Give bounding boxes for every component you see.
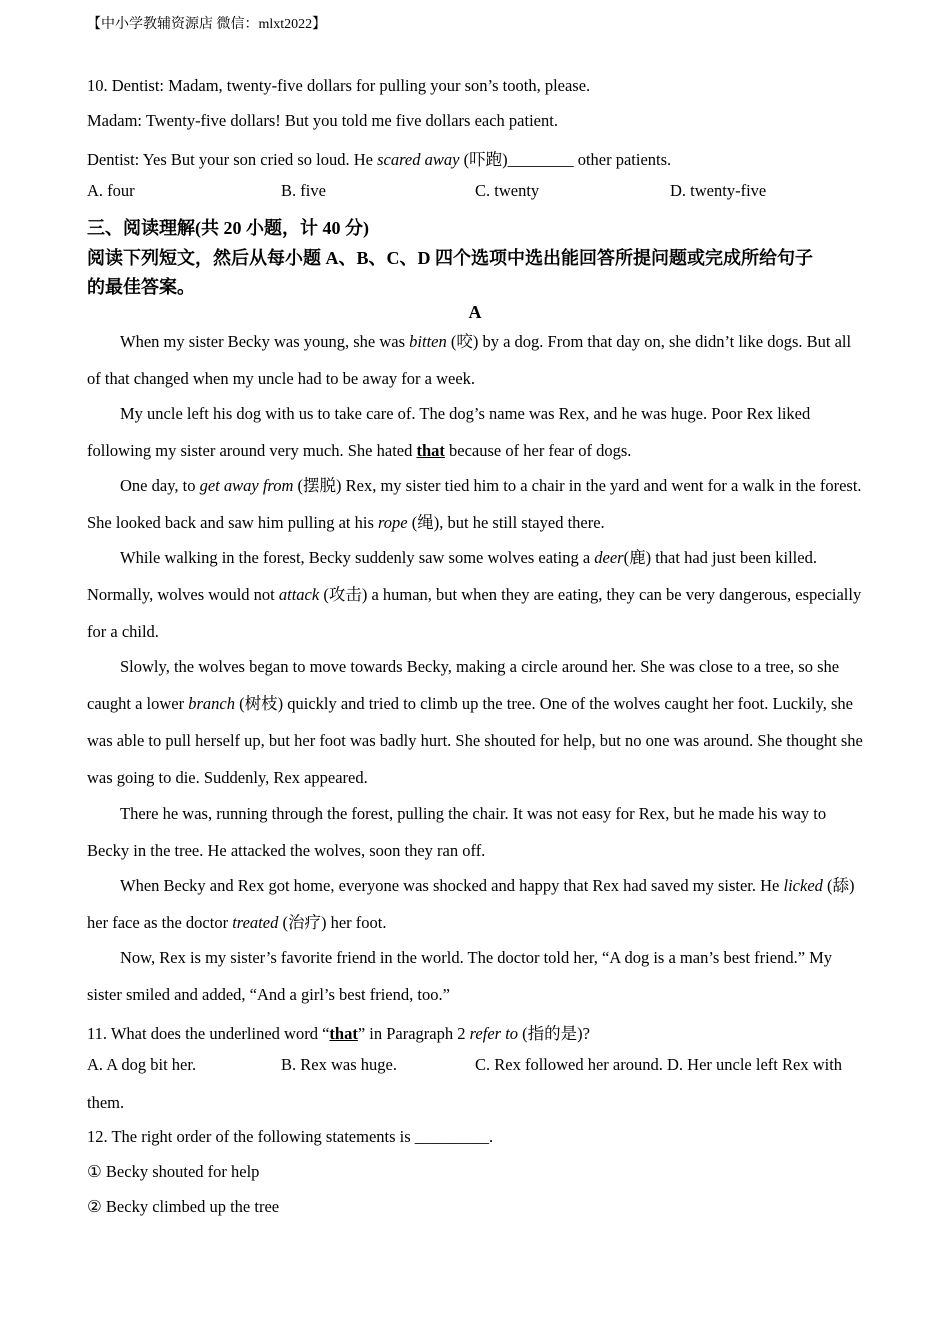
q11-option-c-d: C. Rex followed her around. D. Her uncle left Rex with (475, 1055, 843, 1074)
passage-paragraph-5: Slowly, the wolves began to move towards Becky, making a circle around her. She was close to a tree, so she caught a lower branch (树枝) quickly and tried to climb up the tree. One of the wolves caught her foot. Luckily, she was able to pull herself up, but her foot was badly hurt. She shouted for help, but no one was around. She thought she was going to die. Suddenly, Rex appeared. (87, 657, 863, 787)
passage-paragraph-7: When Becky and Rex got home, everyone was shocked and happy that Rex had saved my sister. He licked (舔) her face as the doctor treated (治疗) her foot. (87, 876, 855, 932)
passage-paragraph-1: When my sister Becky was young, she was bitten (咬) by a dog. From that day on, she didn’t like dogs. But all of that changed when my uncle had to be away for a week. (87, 332, 852, 388)
section-instruction-1: 阅读下列短文，然后从每小题 A、B、C、D 四个选项中选出能回答所提问题或完成所给句子 (87, 248, 813, 268)
passage-paragraph-8: Now, Rex is my sister’s favorite friend in the world. The doctor told her, “A dog is a man’s best friend.” My sister smiled and added, “And a girl’s best friend, too.” (87, 948, 833, 1004)
q10-option-d: D. twenty-five (670, 181, 767, 200)
q11-option-b: B. Rex was huge. (281, 1055, 397, 1074)
section-instruction-2: 的最佳答案。 (87, 277, 195, 297)
q10-line-2: Madam: Twenty-five dollars! But you told me five dollars each patient. (87, 111, 558, 130)
passage-paragraph-4: While walking in the forest, Becky suddenly saw some wolves eating a deer(鹿) that had just been killed. Normally, wolves would not attack (攻击) a human, but when they are eating, they can be very dangerous, especially for a child. (87, 548, 862, 641)
q11-stem: 11. What does the underlined word “that” in Paragraph 2 refer to (指的是)? (87, 1024, 590, 1043)
q11-option-a: A. A dog bit her. (87, 1055, 197, 1074)
q10-option-a: A. four (87, 181, 135, 200)
passage-paragraph-2: My uncle left his dog with us to take care of. The dog’s name was Rex, and he was huge. Poor Rex liked following my sister around very much. She hated that because of her fear of dogs. (87, 404, 811, 460)
passage-label: A (468, 302, 482, 322)
section-title: 三、阅读理解(共 20 小题，计 40 分) (87, 218, 369, 238)
passage-paragraph-6: There he was, running through the forest, pulling the chair. It was not easy for Rex, but he made his way to Becky in the tree. He attacked the wolves, soon they ran off. (87, 804, 827, 860)
q10-line-3: Dentist: Yes But your son cried so loud. He scared away (吓跑)________ other patients. (87, 150, 672, 169)
q11-option-d-continued: them. (87, 1093, 125, 1112)
passage-paragraph-3: One day, to get away from (摆脱) Rex, my sister tied him to a chair in the yard and went for a walk in the forest. She looked back and saw him pulling at his rope (绳), but he still stayed there. (87, 476, 862, 532)
page-header: 【中小学教辅资源店 微信：mlxt2022】 (87, 17, 327, 32)
q12-statement-1: ① Becky shouted for help (87, 1162, 260, 1181)
q10-option-b: B. five (281, 181, 326, 200)
q12-stem: 12. The right order of the following statements is _________. (87, 1127, 494, 1146)
q10-option-c: C. twenty (475, 181, 540, 200)
q12-statement-2: ② Becky climbed up the tree (87, 1197, 280, 1216)
q10-line-1: 10. Dentist: Madam, twenty-five dollars for pulling your son’s tooth, please. (87, 76, 591, 95)
